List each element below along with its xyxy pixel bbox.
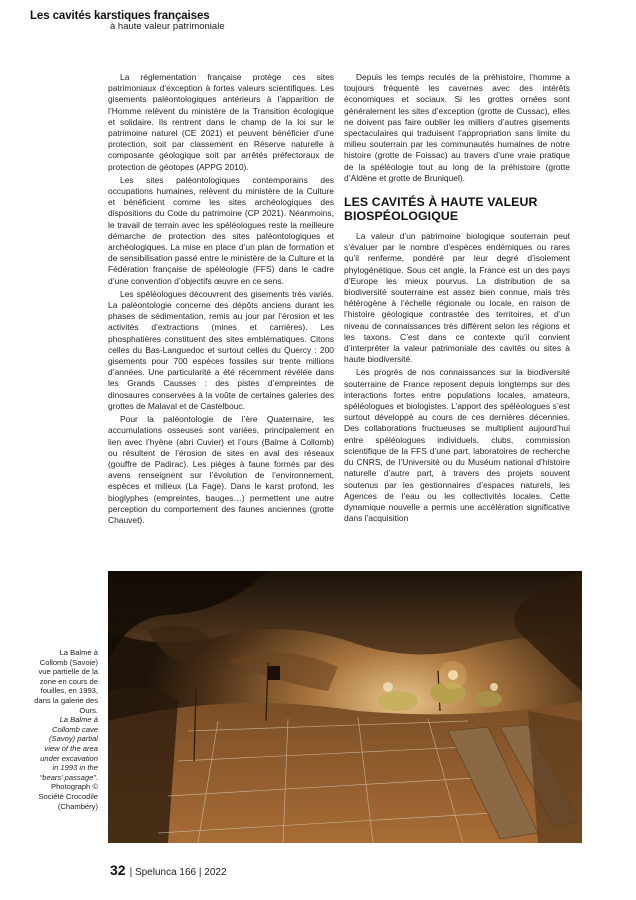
paragraph: La réglementation française protège ces sites patrimoniaux d’exception à fortes valeurs scientifiques. Les gisements paléontologiques antérieurs à l’apparition de l’Homme relèvent du ministère de la Transition écologique et solidaire. Ils rentrent dans le champ de la loi sur le patrimoine naturel (CE 2021) et peuvent bénéficier d’une protection, soit par classement en Réserve naturelle à composante géologique soit par arrêtés préfectoraux de protection de géotopes (APPG 2010). (108, 72, 334, 172)
paragraph: Pour la paléontologie de l’ère Quaternaire, les accumulations osseuses sont variées, principalement en lien avec l’hyène (abri Cuvier) et l’ours (Balme à Collomb) ou résultent de l’érosion de sites en aval des réseaux (gouffre de Padirac). Les pièges à faune formés par des avens renseignent sur l’évolution de l’environnement, espèces et milieux (La Fage). Dans le karst profond, les bioglyphes (empreintes, bauges…) permettent une autre perception du comportement des faunes anciennes (grotte Chauvet). (108, 414, 334, 525)
left-column (108, 72, 334, 528)
page-footer (110, 862, 227, 878)
running-header-title: Les cavités karstiques françaises (30, 10, 210, 22)
cave-excavation-photo (108, 571, 582, 843)
cave-photo-illustration (108, 571, 582, 843)
paragraph: Les sites paléontologiques contemporains des occupations humaines, relèvent du ministère de la Culture et bénéficient comme les sites archéologiques des dispositions du Code du patrimoine (CP 2021). Néanmoins, le travail de terrain avec les spéléologues reste la meilleure démarche de protection des sites paléontologiques et archéologiques. La mise en place d’un plan de formation et de sensibilisation passé entre le ministère de la Culture et la Fédération française de spéléologie (FFS) dans le cadre d’une convention d’objectifs œuvre en ce sens. (108, 174, 334, 286)
caption-french: La Balme à Collomb (Savoie) vue partielle de la zone en cours de fouilles, en 1993, dans la galerie des Ours. (34, 648, 98, 715)
paragraph: Les spéléologues découvrent des gisements très variés. La paléontologie concerne des dépôts anciens durant les phases de sédimentation, remis au jour par l’érosion et les activités d’extractions (mines et carrières). Les phosphatières constituent des sites emblématiques. Citons celles du Bas-Languedoc et surtout celles du Quercy : 200 gisements pour 700 espèces fossiles sur trente millions d’années. Une particularité a été récemment révélée dans les Grands Causses : des pistes d’empreintes de dinosaures conservées à la voûte de certaines galeries des grottes de Malaval et de Castelbouc. (108, 288, 334, 411)
right-column (344, 72, 570, 526)
running-header-subtitle: à haute valeur patrimoniale (110, 21, 225, 32)
paragraph: Depuis les temps reculés de la préhistoire, l’homme a toujours fréquenté les cavernes avec des intérêts économiques et sociaux. Si les grottes ornées sont généralement les sites d’exception (grotte de Cussac), elles ne doivent pas faire oublier les milliers d’autres gisements spectaculaires qui traduisent l’appropriation sans limite du milieu souterrain par les communautés humaines de notre histoire (grotte de Foissac) au travers d’une vraie pratique de la spéléologie tout au long de la préhistoire (grotte d’Aldène et grotte de Bruniquel). (344, 72, 570, 183)
caption-english: La Balme à Collomb cave (Savoy) partial view of the area under excavation in 1993 in the “bears’ passage”. (39, 715, 98, 782)
photo-caption (34, 648, 98, 811)
caption-credit: Photograph © Société Crocodile (Chambéry) (38, 782, 98, 811)
publication-info: | Spelunca 166 | 2022 (129, 867, 227, 878)
page-number: 32 (110, 862, 126, 878)
paragraph: Les progrès de nos connaissances sur la biodiversité souterraine de France reposent depuis longtemps sur des interactions fortes entre populations locales, amateurs, spéléologues et biologistes. L’apport des spéléologues s’est surtout développé au cours de ces dernières décennies. Des collaborations fructueuses se multiplient aujourd’hui entre spéléologues individuels, clubs, commission scientifique de la FFS d’une part, laboratoires de recherche du CNRS, de l’Université ou du Muséum national d’histoire naturelle d’autre part, à travers des projets souvent soutenus par les gestionnaires d’espaces naturels, les Agences de l’eau ou les collectivités locales. Cette dynamique nouvelle a permis une accélération significative dans l’acquisition (344, 367, 570, 524)
paragraph: La valeur d’un patrimoine biologique souterrain peut s’évaluer par le nombre d’espèces endémiques ou rares qu’il renferme, pondéré par leur degré d’isolement phylogénétique. Sous cet angle, la France est un des pays d’Europe les mieux pourvus. La distribution de sa biodiversité souterraine est assez bien connue, mais très hétérogène à l’échelle régionale ou locale, en raison de l’histoire géologique contrastée des territoires, et d’un niveau de connaissances très différent selon les régions et les taxons. C’est dans ce contexte qu’il convient d’interpréter la valeur patrimoniale des cavités ou sites à haute biodiversité. (344, 231, 570, 365)
running-header (30, 10, 225, 32)
section-heading: LES CAVITÉS À HAUTE VALEUR BIOSPÉOLOGIQUE (344, 195, 538, 223)
